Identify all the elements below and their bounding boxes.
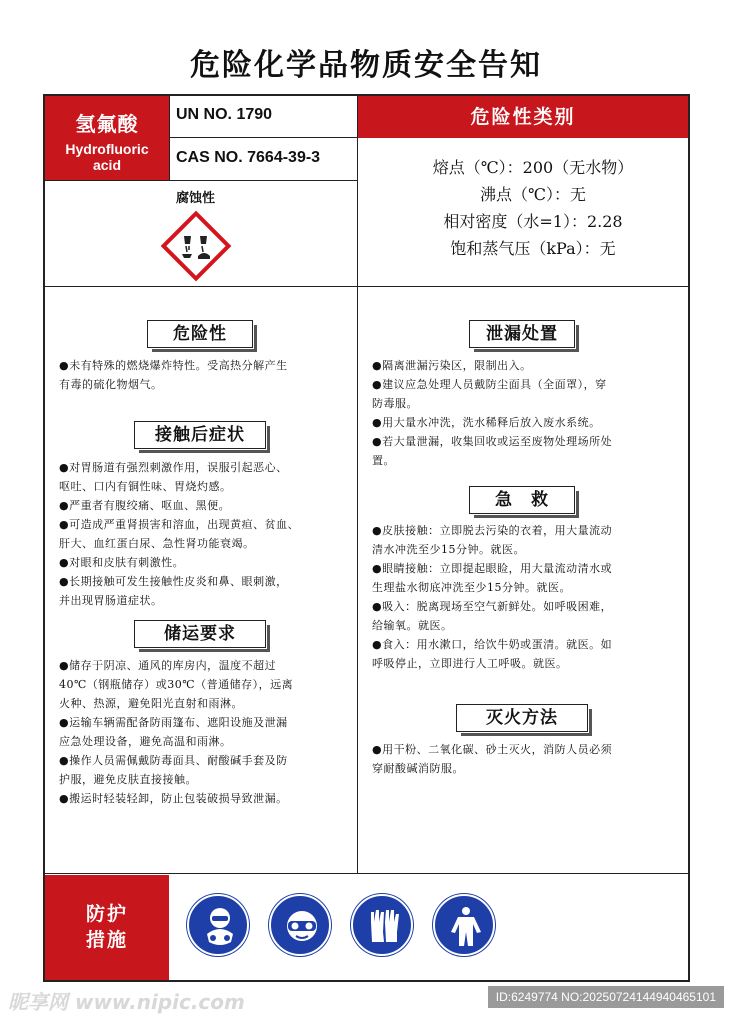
chemical-name-en-2: acid: [92, 157, 121, 173]
text-line: ●眼睛接触：立即提起眼睑，用大量流动清水或: [372, 562, 613, 575]
corrosive-icon: [176, 226, 216, 266]
text-line: ●用干粉、二氧化碳、砂土灭火，消防人员必须: [372, 743, 613, 756]
storage-text: [59, 656, 349, 808]
text-line: 给输氧。就医。: [372, 619, 453, 632]
text-line: ●长期接触可发生接触性皮炎和鼻、眼刺激，: [59, 575, 288, 588]
text-line: ●可造成严重肾损害和溶血，出现黄疸、贫血、: [59, 518, 300, 531]
text-line: 应急处理设备，避免高温和雨淋。: [59, 735, 232, 748]
text-line: 防毒服。: [372, 397, 418, 410]
danger-section-title: 危险性: [147, 320, 253, 348]
protection-label-2: 措施: [85, 929, 128, 951]
text-line: ●操作人员需佩戴防毒面具、耐酸碱手套及防: [59, 754, 288, 767]
first-aid-text: [372, 521, 677, 673]
fire-section-title: 灭火方法: [456, 704, 588, 732]
first-aid-section-title: 急 救: [469, 486, 575, 514]
text-line: 呕吐、口内有铜性味、胃烧灼感。: [59, 480, 232, 493]
boiling-point: 沸点（℃）：无: [480, 185, 586, 204]
text-line: ●储存于阴凉、通风的库房内，温度不超过: [59, 659, 277, 672]
watermark: 昵享网 www.nipic.com: [8, 990, 245, 1014]
danger-text: [59, 356, 349, 394]
protection-box: [45, 875, 169, 980]
text-line: ●若大量泄漏，收集回收或运至废物处理场所处: [372, 435, 613, 448]
page-title: 危险化学品物质安全告知: [190, 48, 542, 83]
code-divider: [169, 137, 357, 138]
text-line: ●皮肤接触：立即脱去污染的衣着，用大量流动: [372, 524, 613, 537]
text-line: ●食入：用水漱口，给饮牛奶或蛋清。就医。如: [372, 638, 613, 651]
protective-suit-icon: [433, 894, 495, 956]
text-line: 火种、热源，避免阳光直射和雨淋。: [59, 697, 243, 710]
chemical-name-cn: 氢氟酸: [75, 112, 139, 136]
text-line: ●吸入：脱离现场至空气新鲜处。如呼吸困难，: [372, 600, 613, 613]
chemical-name-box: [45, 96, 169, 180]
chemical-name-en: Hydrofluoric: [65, 141, 149, 157]
physical-properties: [358, 154, 688, 262]
text-line: ●对胃肠道有强烈刺激作用，误服引起恶心、: [59, 461, 288, 474]
storage-section-title: 储运要求: [134, 620, 266, 648]
text-line: ●严重者有腹绞痛、呕血、黑便。: [59, 499, 231, 512]
hazard-category-header: 危险性类别: [358, 96, 688, 138]
text-line: 穿耐酸碱消防服。: [372, 762, 464, 775]
symptoms-text: [59, 458, 349, 610]
text-line: ●建议应急处理人员戴防尘面具（全面罩），穿: [372, 378, 607, 391]
text-line: 护服，避免皮肤直接接触。: [59, 773, 197, 786]
respirator-icon: [187, 894, 249, 956]
text-line: 40℃（钢瓶储存）或30℃（普通储存），远离: [59, 678, 294, 691]
cas-number: CAS NO. 7664-39-3: [176, 149, 321, 166]
leak-text: [372, 356, 677, 470]
image-id-badge: ID:6249774 NO:20250724144940465101: [488, 986, 724, 1008]
protection-line: [44, 873, 689, 874]
symptoms-section-title: 接触后症状: [134, 421, 266, 449]
text-line: 清水冲洗至少15分钟。就医。: [372, 543, 525, 556]
fire-text: [372, 740, 677, 778]
relative-density: 相对密度（水=1）：2.28: [443, 212, 623, 231]
goggles-icon: [269, 894, 331, 956]
text-line: ●运输车辆需配备防雨篷布、遮阳设施及泄漏: [59, 716, 288, 729]
gloves-icon: [351, 894, 413, 956]
text-line: 呼吸停止，立即进行人工呼吸。就医。: [372, 657, 568, 670]
text-line: 有毒的硫化物烟气。: [59, 378, 163, 391]
text-line: 并出现胃肠道症状。: [59, 594, 163, 607]
text-line: ●搬运时轻装轻卸，防止包装破损导致泄漏。: [59, 792, 288, 805]
vapor-pressure: 饱和蒸气压（kPa）：无: [450, 239, 616, 258]
melting-point: 熔点（℃）：200（无水物）: [432, 158, 634, 177]
text-line: 生理盐水彻底冲洗至少15分钟。就医。: [372, 581, 571, 594]
un-number: UN NO. 1790: [176, 106, 273, 123]
leak-section-title: 泄漏处置: [469, 320, 575, 348]
name-bottom-line: [44, 180, 357, 181]
text-line: 置。: [372, 454, 395, 467]
text-line: ●用大量水冲洗，洗水稀释后放入废水系统。: [372, 416, 601, 429]
text-line: 肝大、血红蛋白尿、急性肾功能衰竭。: [59, 537, 255, 550]
protection-label-1: 防护: [85, 903, 128, 925]
corrosive-label: 腐蚀性: [176, 191, 216, 206]
text-line: ●未有特殊的燃烧爆炸特性。受高热分解产生: [59, 359, 288, 372]
text-line: ●对眼和皮肤有刺激性。: [59, 556, 185, 569]
top-section-line: [44, 286, 689, 287]
text-line: ●隔离泄漏污染区，限制出入。: [372, 359, 532, 372]
